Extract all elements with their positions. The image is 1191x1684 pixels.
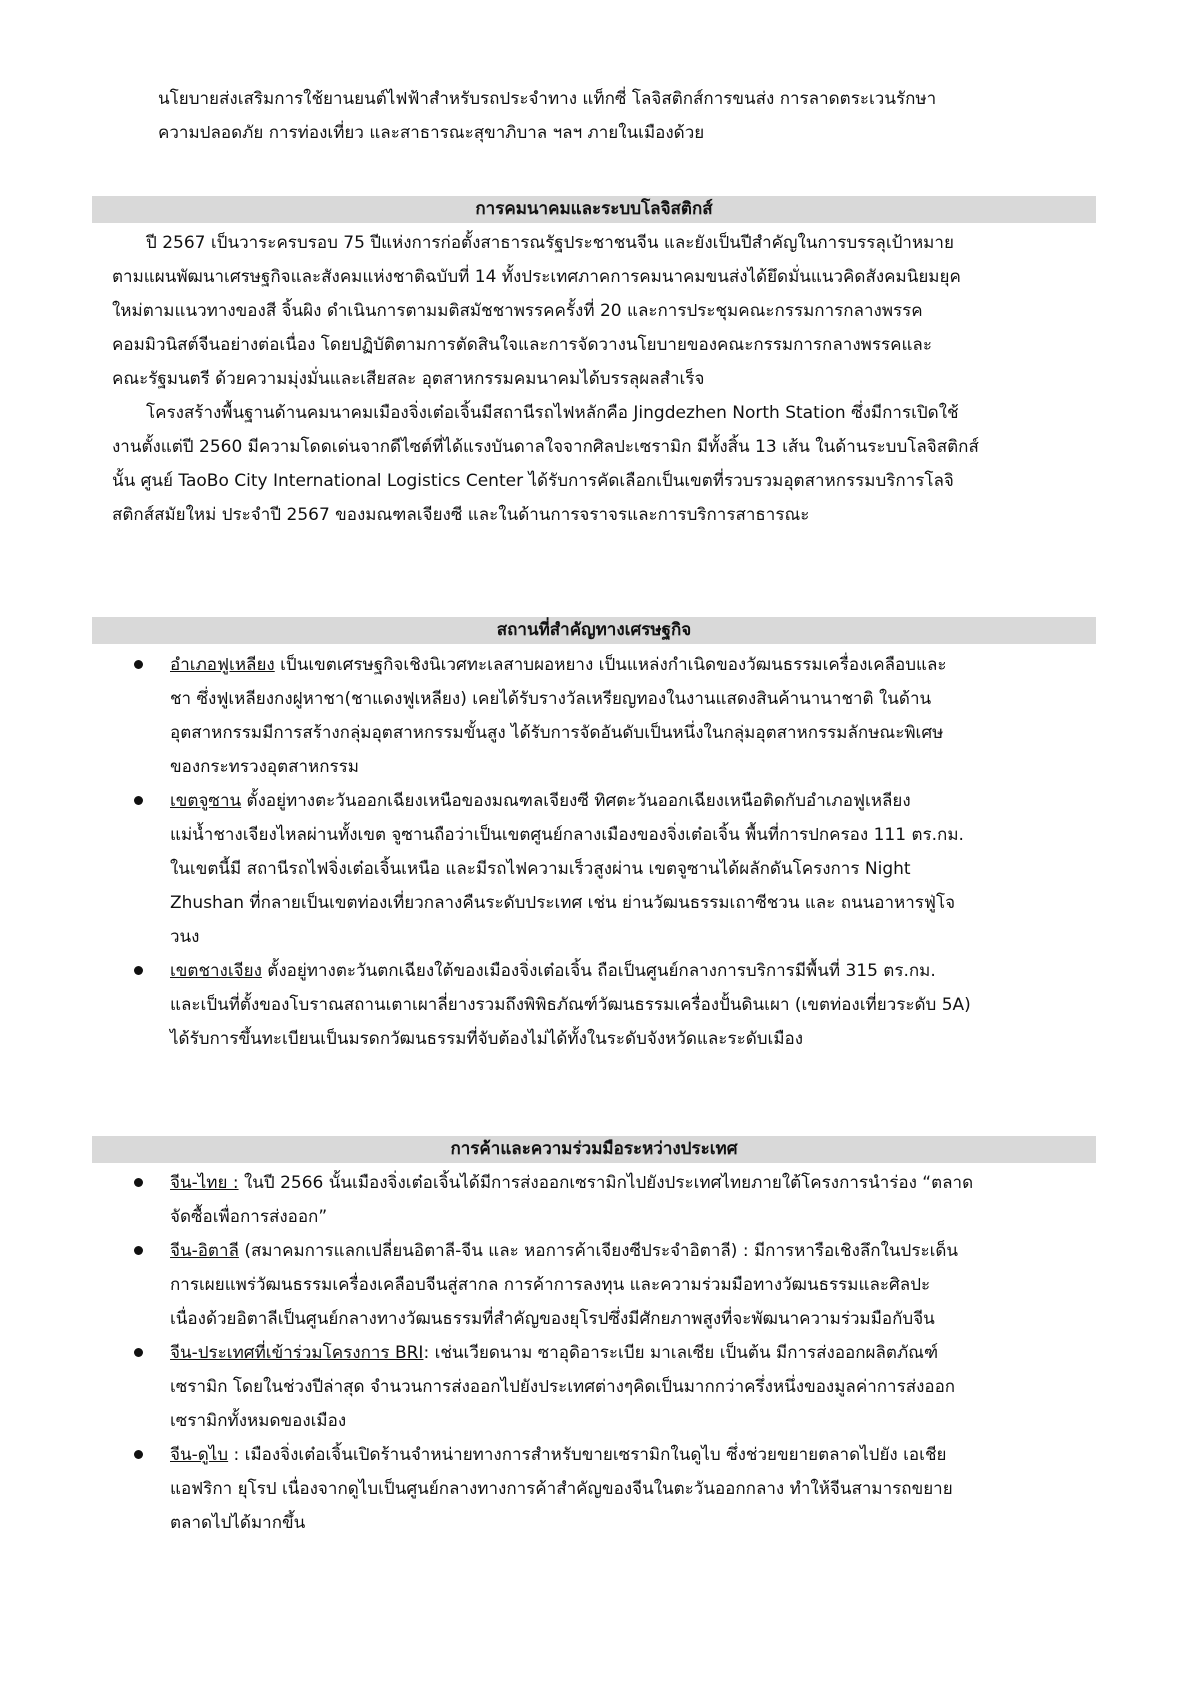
text-line: แอฟริกา ยุโรป เนื่องจากดูไบเป็นศูนย์กลางทางการค้าสำคัญของจีนในตะวันออกกลาง ทำให้จีนสามารถขยาย [170,1479,953,1499]
bullet-icon [134,660,143,669]
bullet-icon [134,1348,143,1357]
list-item [128,1166,1096,1234]
transport-paragraph-2 [112,396,1096,532]
text-line: ตั้งอยู่ทางตะวันออกเฉียงเหนือของมณฑลเจียงซี ทิศตะวันออกเฉียงเหนือติดกับอำเภอฟูเหลียง [241,791,911,811]
transport-paragraph-1 [112,226,1096,396]
text-line: Zhushan ที่กลายเป็นเขตท่องเที่ยวกลางคืนระดับประเทศ เช่น ย่านวัฒนธรรมเถาซีชวน และ ถนนอาหารฟู่โจ [170,893,956,913]
text-line: วนง [170,927,200,947]
list-item-term: จีน-อิตาลี [170,1241,239,1261]
text-line: เซรามิก โดยในช่วงปีล่าสุด จำนวนการส่งออกไปยังประเทศต่างๆคิดเป็นมากกว่าครึ่งหนึ่งของมูลค่าการส่งออก [170,1377,956,1397]
text-line: ตั้งอยู่ทางตะวันตกเฉียงใต้ของเมืองจิ่งเต๋อเจิ้น ถือเป็นศูนย์กลางการบริการมีพื้นที่ 315 ตร.กม. [261,961,936,981]
section-header-trade-cooperation: การค้าและความร่วมมือระหว่างประเทศ [92,1136,1096,1163]
text-line: เนื่องด้วยอิตาลีเป็นศูนย์กลางทางวัฒนธรรมที่สำคัญของยุโรปซึ่งมีศักยภาพสูงที่จะพัฒนาความร่วมมือกับจีน [170,1309,935,1329]
text-line: แม่น้ำชางเจียงไหลผ่านทั้งเขต จูซานถือว่าเป็นเขตศูนย์กลางเมืองของจิ่งเต๋อเจิ้น พื้นที่การปกครอง 111 ตร.กม. [170,825,964,845]
text-line: เซรามิกทั้งหมดของเมือง [170,1411,347,1431]
text-line: (สมาคมการแลกเปลี่ยนอิตาลี-จีน และ หอการค้าเจียงซีประจำอิตาลี) : มีการหารือเชิงลึกในประเด็น [238,1241,959,1261]
text-line: จัดซื้อเพื่อการส่งออก” [170,1207,328,1227]
text-line: ในเขตนี้มี สถานีรถไฟจิ่งเต๋อเจิ้นเหนือ และมีรถไฟความเร็วสูงผ่าน เขตจูซานได้ผลักดันโครงการ Night [170,859,911,879]
text-line: เป็นเขตเศรษฐกิจเชิงนิเวศทะเลสาบผอหยาง เป็นแหล่งกำเนิดของวัฒนธรรมเครื่องเคลือบและ [274,655,947,675]
text-line: ชา ซึ่งฟูเหลียงกงฝูหาชา(ชาแดงฟูเหลียง) เคยได้รับรางวัลเหรียญทองในงานแสดงสินค้านานาชาติ ในด้าน [170,689,932,709]
bullet-icon [134,796,143,805]
text-line: ปี 2567 เป็นวาระครบรอบ 75 ปีแห่งการก่อตั้งสาธารณรัฐประชาชนจีน และยังเป็นปีสำคัญในการบรรลุเป้าหมาย [146,233,954,253]
text-line: และเป็นที่ตั้งของโบราณสถานเตาเผาลี่ยางรวมถึงพิพิธภัณฑ์วัฒนธรรมเครื่องปั้นดินเผา (เขตท่องเที่ยวระดับ 5A) [170,995,971,1015]
section-header-economic-places: สถานที่สำคัญทางเศรษฐกิจ [92,617,1096,644]
text-line: การเผยแพร่วัฒนธรรมเครื่องเคลือบจีนสู่สากล การค้าการลงทุน และความร่วมมือทางวัฒนธรรมและศิลปะ [170,1275,931,1295]
text-line: ตามแผนพัฒนาเศรษฐกิจและสังคมแห่งชาติฉบับที่ 14 ทั้งประเทศภาคการคมนาคมขนส่งได้ยึดมั่นแนวคิดสังคมนิยมยุค [112,267,961,287]
economic-places-list [128,648,1096,1056]
intro-paragraph [158,82,1096,150]
list-item-term: เขตชางเจียง [170,961,262,981]
list-item-term: เขตจูซาน [170,791,242,811]
bullet-icon [134,1450,143,1459]
list-item-term: จีน-ประเทศที่เข้าร่วมโครงการ BRI [170,1343,424,1363]
text-line: ของกระทรวงอุตสาหกรรม [170,757,360,777]
text-line: ได้รับการขึ้นทะเบียนเป็นมรดกวัฒนธรรมที่จับต้องไม่ได้ทั้งในระดับจังหวัดและระดับเมือง [170,1029,804,1049]
list-item [128,1234,1096,1336]
bullet-icon [134,1246,143,1255]
text-line: ในปี 2566 นั้นเมืองจิ่งเต๋อเจิ้นได้มีการส่งออกเซรามิกไปยังประเทศไทยภายใต้โครงการนำร่อง “ตลาด [238,1173,974,1193]
list-item-term: อำเภอฟูเหลียง [170,655,275,675]
text-line: อุตสาหกรรมมีการสร้างกลุ่มอุตสาหกรรมขั้นสูง ได้รับการจัดอันดับเป็นหนึ่งในกลุ่มอุตสาหกรรมลักษณะพิเศษ [170,723,944,743]
list-item-term: จีน-ไทย : [170,1173,239,1193]
text-line: คอมมิวนิสต์จีนอย่างต่อเนื่อง โดยปฏิบัติตามการตัดสินใจและการจัดวางนโยบายของคณะกรรมการกลางพรรคและ [112,335,932,355]
text-line: ตลาดไปได้มากขึ้น [170,1513,306,1533]
list-item [128,954,1096,1056]
list-item [128,1438,1096,1540]
text-line: งานตั้งแต่ปี 2560 มีความโดดเด่นจากดีไซต์ที่ได้แรงบันดาลใจจากศิลปะเซรามิก มีทั้งสิ้น 13 เส้น ในด้านระบบโลจิสติกส์ [112,437,979,457]
text-line: นโยบายส่งเสริมการใช้ยานยนต์ไฟฟ้าสำหรับรถประจำทาง แท็กซี่ โลจิสติกส์การขนส่ง การลาดตระเวนรักษา [158,89,937,109]
text-line: คณะรัฐมนตรี ด้วยความมุ่งมั่นและเสียสละ อุตสาหกรรมคมนาคมได้บรรลุผลสำเร็จ [112,369,705,389]
list-item [128,648,1096,784]
trade-cooperation-list [128,1166,1096,1540]
text-line: สติกส์สมัยใหม่ ประจำปี 2567 ของมณฑลเจียงซี และในด้านการจราจรและการบริการสาธารณะ [112,505,810,525]
bullet-icon [134,1178,143,1187]
text-line: ความปลอดภัย การท่องเที่ยว และสาธารณะสุขาภิบาล ฯลฯ ภายในเมืองด้วย [158,123,705,143]
section-header-transport: การคมนาคมและระบบโลจิสติกส์ [92,196,1096,223]
list-item-term: จีน-ดูไบ [170,1445,229,1465]
bullet-icon [134,966,143,975]
text-line: : เมืองจิ่งเต๋อเจิ้นเปิดร้านจำหน่ายทางการสำหรับขายเซรามิกในดูไบ ซึ่งช่วยขยายตลาดไปยัง เอเชีย [228,1445,947,1465]
text-line: ใหม่ตามแนวทางของสี จิ้นผิง ดำเนินการตามมติสมัชชาพรรคครั้งที่ 20 และการประชุมคณะกรรมการกลางพรรค [112,301,923,321]
text-line: โครงสร้างพื้นฐานด้านคมนาคมเมืองจิ่งเต๋อเจิ้นมีสถานีรถไฟหลักคือ Jingdezhen North Station ซึ่งมีการเปิดใช้ [146,403,959,423]
list-item [128,784,1096,954]
list-item [128,1336,1096,1438]
text-line: นั้น ศูนย์ TaoBo City International Logistics Center ได้รับการคัดเลือกเป็นเขตที่รวบรวมอุตสาหกรรมบริการโลจิ [112,471,954,491]
text-line: : เช่นเวียดนาม ซาอุดิอาระเบีย มาเลเซีย เป็นต้น มีการส่งออกผลิตภัณฑ์ [423,1343,939,1363]
